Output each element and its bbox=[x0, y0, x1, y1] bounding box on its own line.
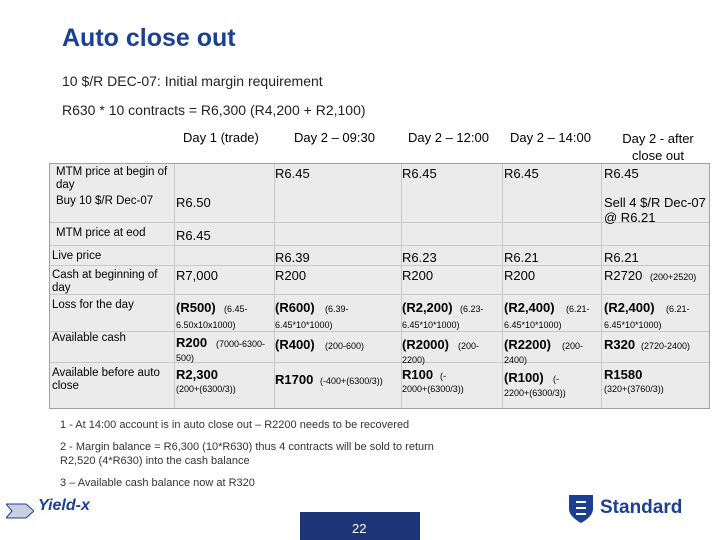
cell-live-1200: R6.23 bbox=[402, 250, 437, 265]
cell-avail-cash-1200-calc-a: (200- bbox=[458, 341, 480, 351]
cell-avail-before-1200: R100 bbox=[402, 367, 434, 382]
col-header-1200: Day 2 – 12:00 bbox=[408, 130, 489, 145]
row-label-loss: Loss for the day bbox=[52, 299, 134, 311]
cell-loss-1200: (R2,200) bbox=[402, 300, 453, 315]
cell-avail-cash-after: R320 bbox=[604, 337, 636, 352]
cell-mtm-begin-0930: R6.45 bbox=[275, 166, 310, 181]
note-2a: 2 - Margin balance = R6,300 (10*R630) thus 4 contracts will be sold to return bbox=[60, 441, 434, 453]
cell-buy-day1: R6.50 bbox=[176, 195, 211, 210]
cell-loss-1400-calc-a: (6.21- bbox=[566, 304, 590, 314]
jse-logo-icon bbox=[6, 500, 34, 522]
cell-avail-before-after-calc: (320+(3760/3)) bbox=[604, 384, 664, 394]
row-label-mtm-begin: MTM price at begin of day bbox=[56, 166, 168, 191]
cell-live-0930: R6.39 bbox=[275, 250, 310, 265]
cell-loss-day1: (R500) bbox=[176, 300, 216, 315]
cell-mtm-begin-1400: R6.45 bbox=[504, 166, 539, 181]
cell-avail-cash-1400-calc-a: (200- bbox=[562, 341, 584, 351]
cell-avail-cash-0930-calc: (200-600) bbox=[325, 341, 365, 351]
cell-avail-before-1400-calc-b: 2200+(6300/3)) bbox=[504, 388, 566, 398]
standard-bank-shield-icon bbox=[567, 493, 595, 525]
cell-loss-0930-calc-a: (6.39- bbox=[325, 304, 349, 314]
yieldx-logo: Yield-x bbox=[38, 497, 90, 514]
cell-avail-cash-after-calc: (2720-2400) bbox=[641, 341, 691, 351]
standard-bank-logo: Standard bbox=[600, 497, 683, 518]
cell-loss-1200-calc-a: (6.23- bbox=[460, 304, 484, 314]
cell-mtm-begin-after: R6.45 bbox=[604, 166, 639, 181]
cell-avail-before-0930-calc: (-400+(6300/3)) bbox=[320, 376, 383, 386]
cell-mtm-eod-day1: R6.45 bbox=[176, 228, 211, 243]
cell-live-1400: R6.21 bbox=[504, 250, 539, 265]
col-header-0930: Day 2 – 09:30 bbox=[294, 130, 375, 145]
cell-cash-begin-0930: R200 bbox=[275, 268, 307, 283]
row-label-cash-begin: Cash at beginning of day bbox=[52, 269, 158, 294]
cell-avail-cash-1200: (R2000) bbox=[402, 337, 449, 352]
cell-avail-cash-1400-calc-b: 2400) bbox=[504, 355, 528, 365]
cell-avail-before-1200-calc-a: (- bbox=[440, 371, 446, 381]
cell-avail-before-1400-calc-a: (- bbox=[553, 374, 559, 384]
cell-loss-after-calc-a: (6.21- bbox=[666, 304, 690, 314]
cell-loss-after: (R2,400) bbox=[604, 300, 655, 315]
cell-avail-before-1400: (R100) bbox=[504, 370, 544, 385]
cell-loss-day1-calc-a: (6.45- bbox=[224, 304, 248, 314]
col-header-after: Day 2 - after close out bbox=[622, 131, 694, 163]
cell-cash-begin-day1: R7,000 bbox=[176, 268, 218, 283]
cell-avail-before-0930: R1700 bbox=[275, 372, 314, 387]
cell-loss-0930: (R600) bbox=[275, 300, 315, 315]
cell-avail-cash-0930: (R400) bbox=[275, 337, 315, 352]
cell-avail-cash-1400: (R2200) bbox=[504, 337, 551, 352]
cell-loss-after-calc-b: 6.45*10*1000) bbox=[604, 320, 662, 330]
subtitle-calc: R630 * 10 contracts = R6,300 (R4,200 + R2,100) bbox=[62, 102, 366, 118]
row-label-avail-cash: Available cash bbox=[52, 332, 126, 344]
note-2b: R2,520 (4*R630) into the cash balance bbox=[60, 455, 250, 467]
cell-loss-day1-calc-b: 6.50x10x1000) bbox=[176, 320, 236, 330]
cell-loss-1200-calc-b: 6.45*10*1000) bbox=[402, 320, 460, 330]
cell-avail-before-1200-calc-b: 2000+(6300/3)) bbox=[402, 384, 464, 394]
col-header-1400: Day 2 – 14:00 bbox=[510, 130, 591, 145]
page-number: 22 bbox=[352, 521, 367, 536]
cell-cash-begin-1400: R200 bbox=[504, 268, 536, 283]
cell-avail-cash-day1-calc-a: (7000-6300- bbox=[216, 339, 266, 349]
cell-loss-1400-calc-b: 6.45*10*1000) bbox=[504, 320, 562, 330]
col-header-day1: Day 1 (trade) bbox=[183, 130, 259, 145]
row-label-avail-before: Available before auto close bbox=[52, 367, 160, 392]
row-label-mtm-eod: MTM price at eod bbox=[56, 227, 146, 239]
note-1: 1 - At 14:00 account is in auto close out – R2200 needs to be recovered bbox=[60, 419, 410, 431]
cell-avail-before-day1: R2,300 bbox=[176, 367, 218, 382]
cell-avail-cash-1200-calc-b: 2200) bbox=[402, 355, 426, 365]
page-title: Auto close out bbox=[62, 24, 236, 52]
cell-avail-cash-day1-calc-b: 500) bbox=[176, 353, 195, 363]
cell-avail-before-after: R1580 bbox=[604, 367, 643, 382]
cell-cash-begin-after: R2720 bbox=[604, 268, 643, 283]
cell-cash-begin-1200: R200 bbox=[402, 268, 434, 283]
note-3: 3 – Available cash balance now at R320 bbox=[60, 477, 255, 489]
cell-avail-before-day1-calc: (200+(6300/3)) bbox=[176, 384, 236, 394]
cell-cash-begin-after-note: (200+2520) bbox=[650, 272, 697, 282]
subtitle-margin: 10 $/R DEC-07: Initial margin requirement bbox=[62, 73, 323, 89]
cell-sell-after: Sell 4 $/R Dec-07 @ R6.21 bbox=[604, 195, 706, 225]
cell-loss-1400: (R2,400) bbox=[504, 300, 555, 315]
cell-live-after: R6.21 bbox=[604, 250, 639, 265]
cell-mtm-begin-1200: R6.45 bbox=[402, 166, 437, 181]
row-label-live: Live price bbox=[52, 250, 102, 262]
cell-loss-0930-calc-b: 6.45*10*1000) bbox=[275, 320, 333, 330]
row-label-buy: Buy 10 $/R Dec-07 bbox=[56, 195, 154, 207]
cell-avail-cash-day1: R200 bbox=[176, 335, 208, 350]
